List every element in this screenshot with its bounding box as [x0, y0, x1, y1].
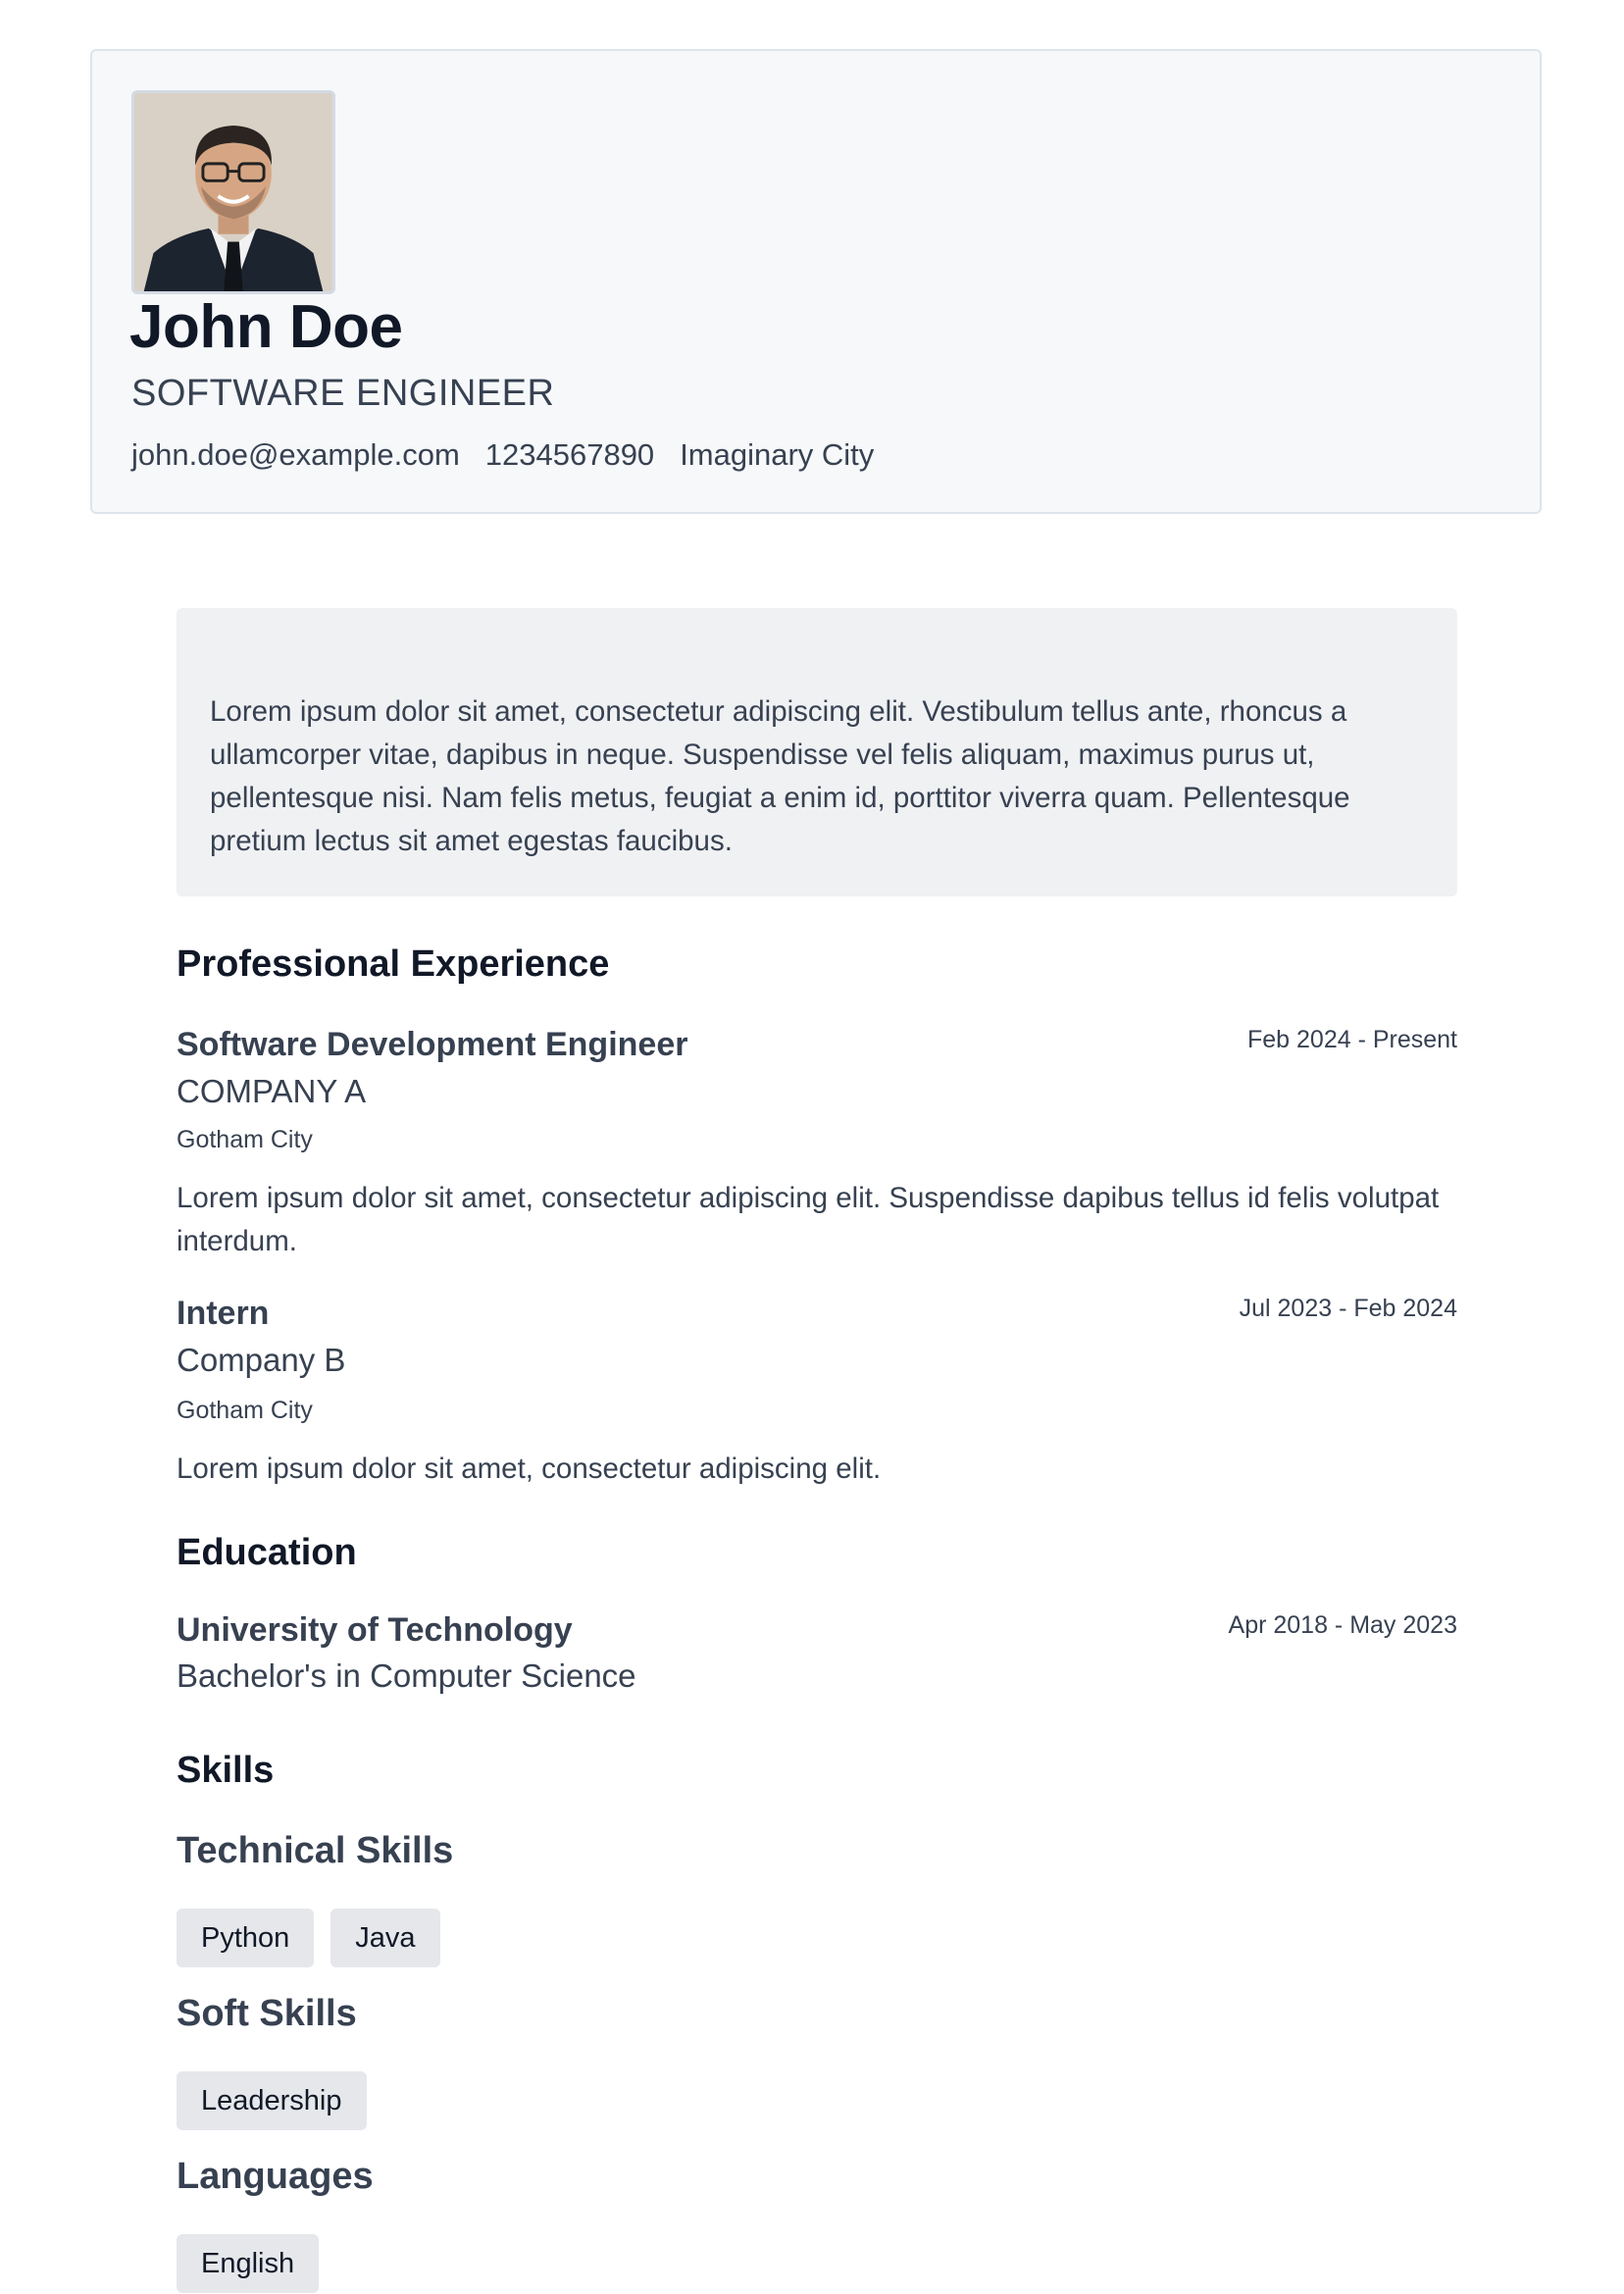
contact-info — [131, 437, 874, 473]
education-dates: Apr 2018 - May 2023 — [1228, 1611, 1457, 1639]
skill-group-title: Technical Skills — [177, 1830, 454, 1871]
job-dates: Feb 2024 - Present — [1246, 1026, 1457, 1053]
skill-chips — [177, 2234, 319, 2293]
education-heading: Education — [177, 1532, 357, 1573]
skill-chips — [177, 2071, 367, 2130]
job-company: COMPANY A — [177, 1073, 367, 1109]
job-company: Company B — [177, 1342, 346, 1378]
contact-location: Imaginary City — [680, 437, 875, 472]
skill-chip: English — [177, 2234, 319, 2293]
contact-phone[interactable]: 1234567890 — [484, 437, 655, 472]
skill-group-title: Languages — [177, 2156, 374, 2197]
contact-email[interactable]: john.doe@example.com — [131, 437, 460, 472]
skill-chips — [177, 1909, 440, 1967]
job-location: Gotham City — [177, 1126, 313, 1153]
job-title: Intern — [177, 1295, 270, 1332]
summary-text: Lorem ipsum dolor sit amet, consectetur adipiscing elit. Vestibulum tellus ante, rhoncus a ullamcorper vitae, dapibus in neque. Suspendisse vel felis aliquam, maximus purus ut, pellentesque nisi. Nam felis metus, feugiat a enim id, porttitor viverra quam. Pellentesque pretium lectus sit amet egestas faucibus. — [210, 695, 1350, 857]
skill-chip: Java — [330, 1909, 439, 1967]
summary-block — [177, 608, 1457, 896]
skill-chip: Python — [177, 1909, 314, 1967]
education-degree: Bachelor's in Computer Science — [177, 1657, 636, 1694]
resume-header — [90, 49, 1542, 514]
job-description: Lorem ipsum dolor sit amet, consectetur adipiscing elit. — [177, 1453, 882, 1485]
job-description: Lorem ipsum dolor sit amet, consectetur adipiscing elit. Suspendisse dapibus tellus id felis volutpat interdum. — [177, 1182, 1440, 1257]
skill-chip: Leadership — [177, 2071, 367, 2130]
job-location: Gotham City — [177, 1397, 313, 1424]
skills-heading: Skills — [177, 1750, 275, 1791]
education-school: University of Technology — [177, 1611, 573, 1649]
skill-group-title: Soft Skills — [177, 1993, 357, 2034]
candidate-name: John Doe — [129, 293, 403, 361]
person-portrait-icon — [134, 93, 332, 291]
job-dates: Jul 2023 - Feb 2024 — [1239, 1295, 1457, 1322]
profile-photo — [131, 90, 335, 294]
job-title: Software Development Engineer — [177, 1026, 688, 1063]
experience-heading: Professional Experience — [177, 943, 610, 985]
candidate-role: SOFTWARE ENGINEER — [131, 373, 555, 414]
